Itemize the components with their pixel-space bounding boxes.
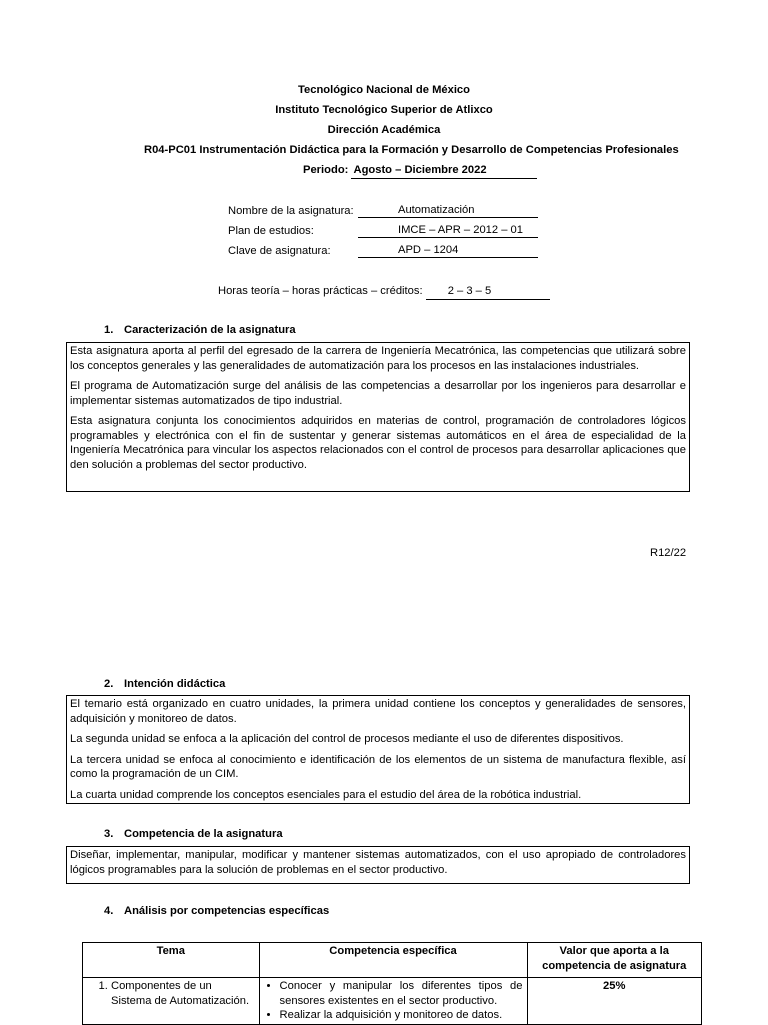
section-3-title bbox=[104, 827, 283, 842]
section-2-box bbox=[66, 695, 690, 804]
section-1-title bbox=[104, 323, 296, 338]
table-header-cell: Competencia específica bbox=[259, 943, 527, 978]
section-1-box bbox=[66, 342, 690, 492]
subject-name-value: Automatización bbox=[358, 204, 538, 218]
hours-credits-line bbox=[218, 284, 550, 300]
table-header-cell: Valor que aporta a la competencia de asignatura bbox=[527, 943, 702, 978]
footer-code: R12/22 bbox=[650, 547, 687, 559]
table-cell-topic bbox=[83, 978, 260, 1025]
table-row bbox=[83, 978, 702, 1025]
section-1-number: 1. bbox=[104, 324, 114, 336]
section-3-box bbox=[66, 846, 690, 884]
subject-key-label: Clave de asignatura: bbox=[228, 245, 331, 257]
study-plan-value: IMCE – APR – 2012 – 01 bbox=[358, 224, 538, 238]
section-2-title bbox=[104, 677, 225, 692]
section-1-paragraph: El programa de Automatización surge del análisis de las competencias a desarrollar por los ingenieros para desarrollar e implementar sistemas automatizados de tipo industrial. bbox=[70, 380, 686, 407]
topic-item: 1. Componentes de un Sistema de Automatización. bbox=[111, 979, 255, 1008]
table-header-cell: Tema bbox=[83, 943, 260, 978]
period-value: Agosto – Diciembre 2022 bbox=[351, 163, 537, 179]
section-2-number: 2. bbox=[104, 678, 114, 690]
document-title: R04-PC01 Instrumentación Didáctica para la Formación y Desarrollo de Competencias Profesionales bbox=[144, 144, 679, 156]
section-2-title-text: Intención didáctica bbox=[124, 678, 226, 690]
table-header-row bbox=[83, 943, 702, 978]
hours-credits-value: 2 – 3 – 5 bbox=[426, 284, 550, 300]
period-line bbox=[303, 163, 537, 179]
section-1-paragraph: Esta asignatura conjunta los conocimientos adquiridos en materias de control, programación de controladores lógicos programables y electrónica con el fin de sustentar y generar sistemas automáticos en el área de especialidad de la Ingeniería Mecatrónica para vincular los aspectos relacionados con el control de procesos para desarrollar aplicaciones que den solución a problemas del sector productivo. bbox=[70, 415, 686, 471]
section-1-title-text: Caracterización de la asignatura bbox=[124, 324, 296, 336]
study-plan-label: Plan de estudios: bbox=[228, 225, 314, 237]
section-4-title bbox=[104, 904, 329, 919]
competency-item: • Conocer y manipular los diferentes tipos de sensores existentes en el sector productivo. bbox=[280, 979, 523, 1008]
institute-name: Instituto Tecnológico Superior de Atlixco bbox=[275, 104, 493, 116]
section-2-paragraph: La tercera unidad se enfoca al conocimiento e identificación de los elementos de un sistema de manufactura flexible, así como la programación de un CIM. bbox=[70, 753, 686, 781]
table-cell-value: 25% bbox=[527, 978, 702, 1025]
section-2-paragraph: La cuarta unidad comprende los conceptos esenciales para el estudio del área de la robótica industrial. bbox=[70, 788, 582, 801]
hours-credits-label: Horas teoría – horas prácticas – créditos: bbox=[218, 285, 423, 297]
period-label: Periodo: bbox=[303, 164, 349, 176]
competency-item: • Realizar la adquisición y monitoreo de datos. bbox=[280, 1008, 523, 1023]
section-4-title-text: Análisis por competencias específicas bbox=[124, 905, 330, 917]
competencies-table bbox=[82, 942, 702, 1025]
section-2-paragraph: La segunda unidad se enfoca a la aplicación del control de procesos mediante el uso de diferentes dispositivos. bbox=[70, 733, 624, 746]
section-3-paragraph: Diseñar, implementar, manipular, modificar y mantener sistemas automatizados, con el uso apropiado de controladores lógicos programables para la solución de problemas en el sector productivo. bbox=[70, 849, 686, 876]
table-cell-competencies bbox=[259, 978, 527, 1025]
department-name: Dirección Académica bbox=[327, 124, 441, 136]
section-3-title-text: Competencia de la asignatura bbox=[124, 828, 283, 840]
institution-name: Tecnológico Nacional de México bbox=[298, 84, 470, 96]
subject-key-value: APD – 1204 bbox=[358, 244, 538, 258]
subject-name-label: Nombre de la asignatura: bbox=[228, 205, 354, 217]
section-1-paragraph: Esta asignatura aporta al perfil del egresado de la carrera de Ingeniería Mecatrónica, las competencias que utilizará sobre los conceptos generales y las generalidades de automatización para los procesos en las instalaciones industriales. bbox=[70, 345, 686, 372]
section-3-number: 3. bbox=[104, 828, 114, 840]
section-2-paragraph: El temario está organizado en cuatro unidades, la primera unidad contiene los conceptos y generalidades de sensores, adquisición y monitoreo de datos. bbox=[70, 698, 686, 725]
section-4-number: 4. bbox=[104, 905, 114, 917]
